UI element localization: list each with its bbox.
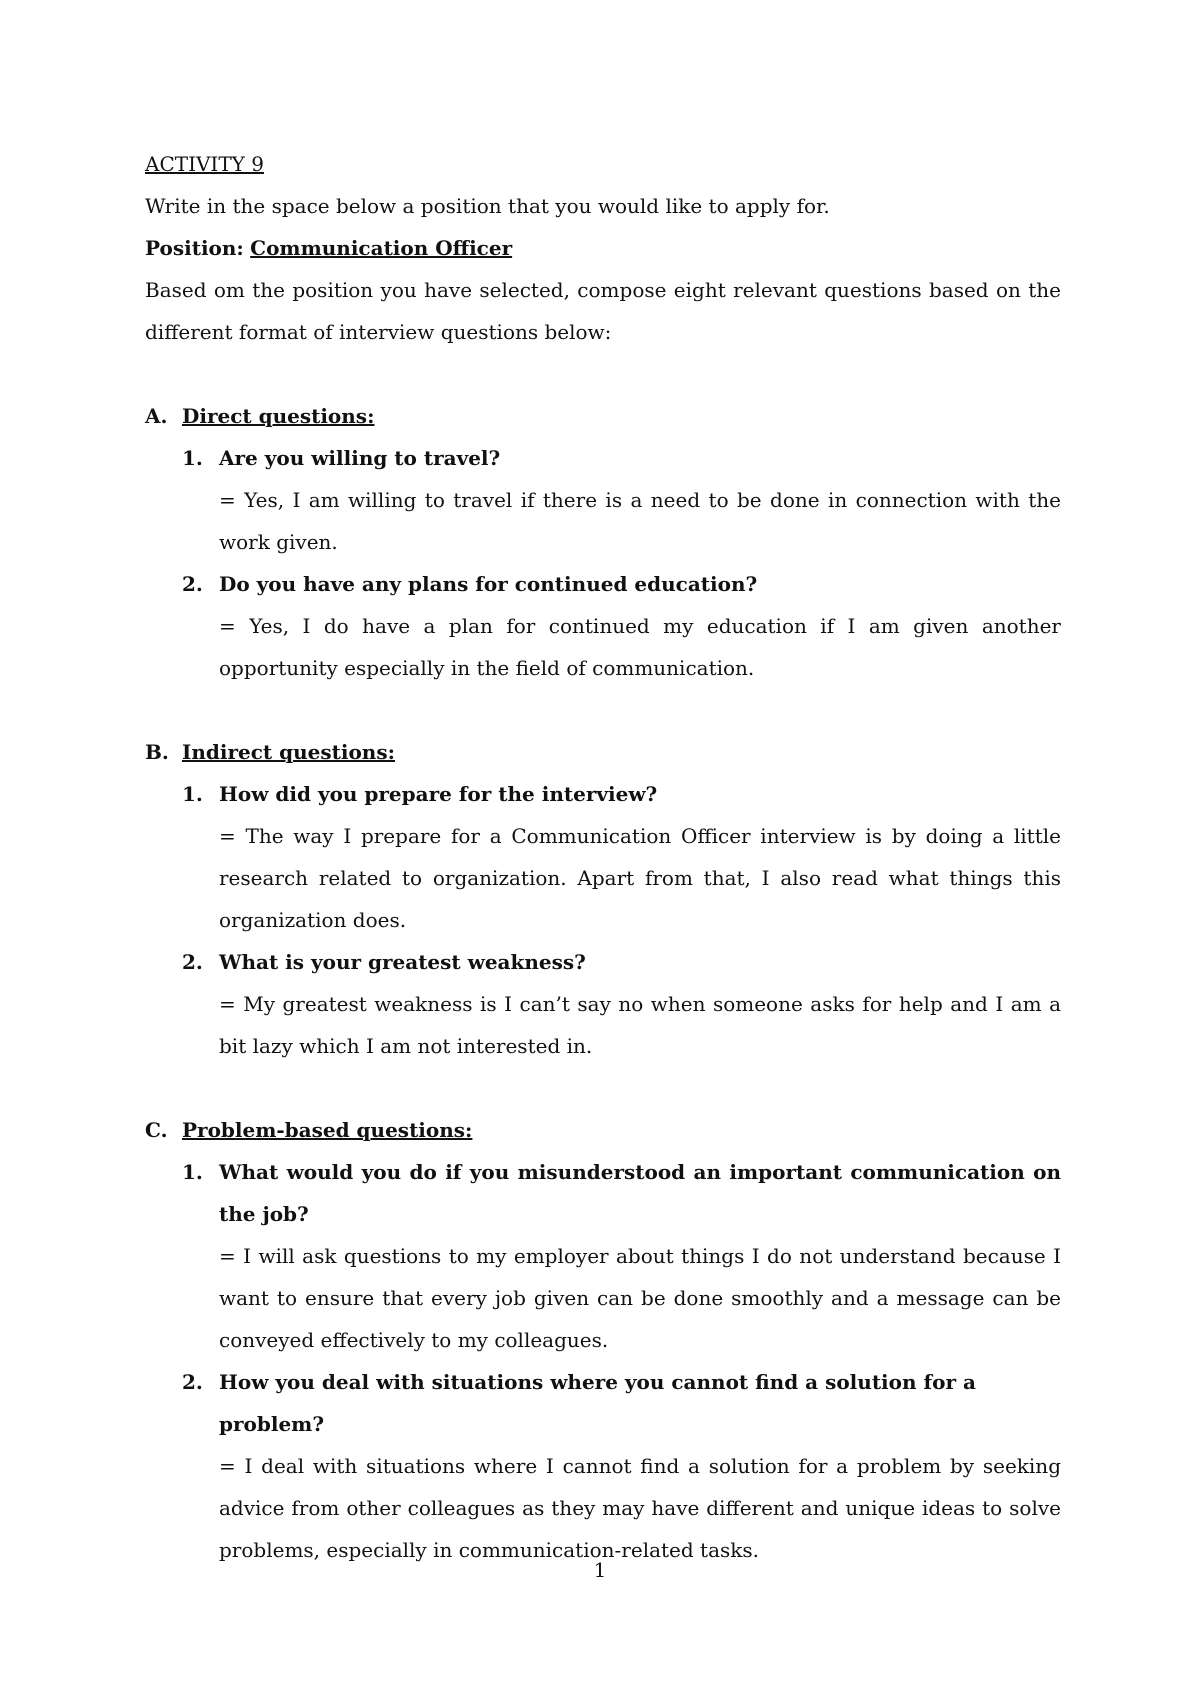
position-value: Communication Officer — [250, 236, 513, 260]
question-text: How you deal with situations where you cannot find a solution for a problem? — [219, 1370, 976, 1436]
question-text: How did you prepare for the interview? — [219, 782, 658, 806]
answer-text: = The way I prepare for a Communication Officer interview is by doing a little research related to organization. Apart from that, I also read what things this organization does. — [219, 824, 1061, 932]
instruction-text: Write in the space below a position that you would like to apply for. — [145, 194, 830, 218]
section-letter: C. — [145, 1118, 168, 1142]
question-item — [182, 941, 1061, 983]
question-item — [182, 1151, 1061, 1235]
page-number: 1 — [593, 1558, 607, 1582]
question-text: Are you willing to travel? — [219, 446, 501, 470]
answer-text: = My greatest weakness is I can’t say no when someone asks for help and I am a bit lazy which I am not interested in. — [219, 992, 1061, 1058]
position-label: Position: — [145, 236, 244, 260]
answer-text: = I deal with situations where I cannot find a solution for a problem by seeking advice from other colleagues as they may have different and unique ideas to solve problems, especially in communication-related tasks. — [219, 1454, 1061, 1562]
answer-text: = Yes, I am willing to travel if there is a need to be done in connection with the work given. — [219, 488, 1061, 554]
question-item — [182, 1361, 1061, 1445]
intro-text: Based om the position you have selected, compose eight relevant questions based on the different format of interview questions below: — [145, 278, 1061, 344]
section-letter: B. — [145, 740, 169, 764]
section-title: Indirect questions: — [182, 740, 395, 764]
question-number: 2. — [182, 950, 203, 974]
activity-heading: ACTIVITY 9 — [145, 152, 264, 176]
question-number: 2. — [182, 572, 203, 596]
document-page — [145, 143, 1061, 1571]
section-title: Direct questions: — [182, 404, 375, 428]
position-line — [145, 227, 1061, 269]
answer-text: = Yes, I do have a plan for continued my education if I am given another opportunity especially in the field of communication. — [219, 614, 1061, 680]
question-item — [182, 437, 1061, 479]
question-text: What would you do if you misunderstood an important communication on the job? — [219, 1160, 1061, 1226]
section-heading-b — [145, 731, 1061, 773]
answer-text: = I will ask questions to my employer about things I do not understand because I want to ensure that every job given can be done smoothly and a message can be conveyed effectively to my colleagues. — [219, 1244, 1061, 1352]
section-letter: A. — [145, 404, 168, 428]
section-heading-a — [145, 395, 1061, 437]
question-item — [182, 773, 1061, 815]
question-number: 1. — [182, 446, 203, 470]
question-number: 2. — [182, 1370, 203, 1394]
question-text: Do you have any plans for continued education? — [219, 572, 758, 596]
section-heading-c — [145, 1109, 1061, 1151]
question-number: 1. — [182, 1160, 203, 1184]
question-text: What is your greatest weakness? — [219, 950, 586, 974]
section-title: Problem-based questions: — [182, 1118, 473, 1142]
question-item — [182, 563, 1061, 605]
question-number: 1. — [182, 782, 203, 806]
